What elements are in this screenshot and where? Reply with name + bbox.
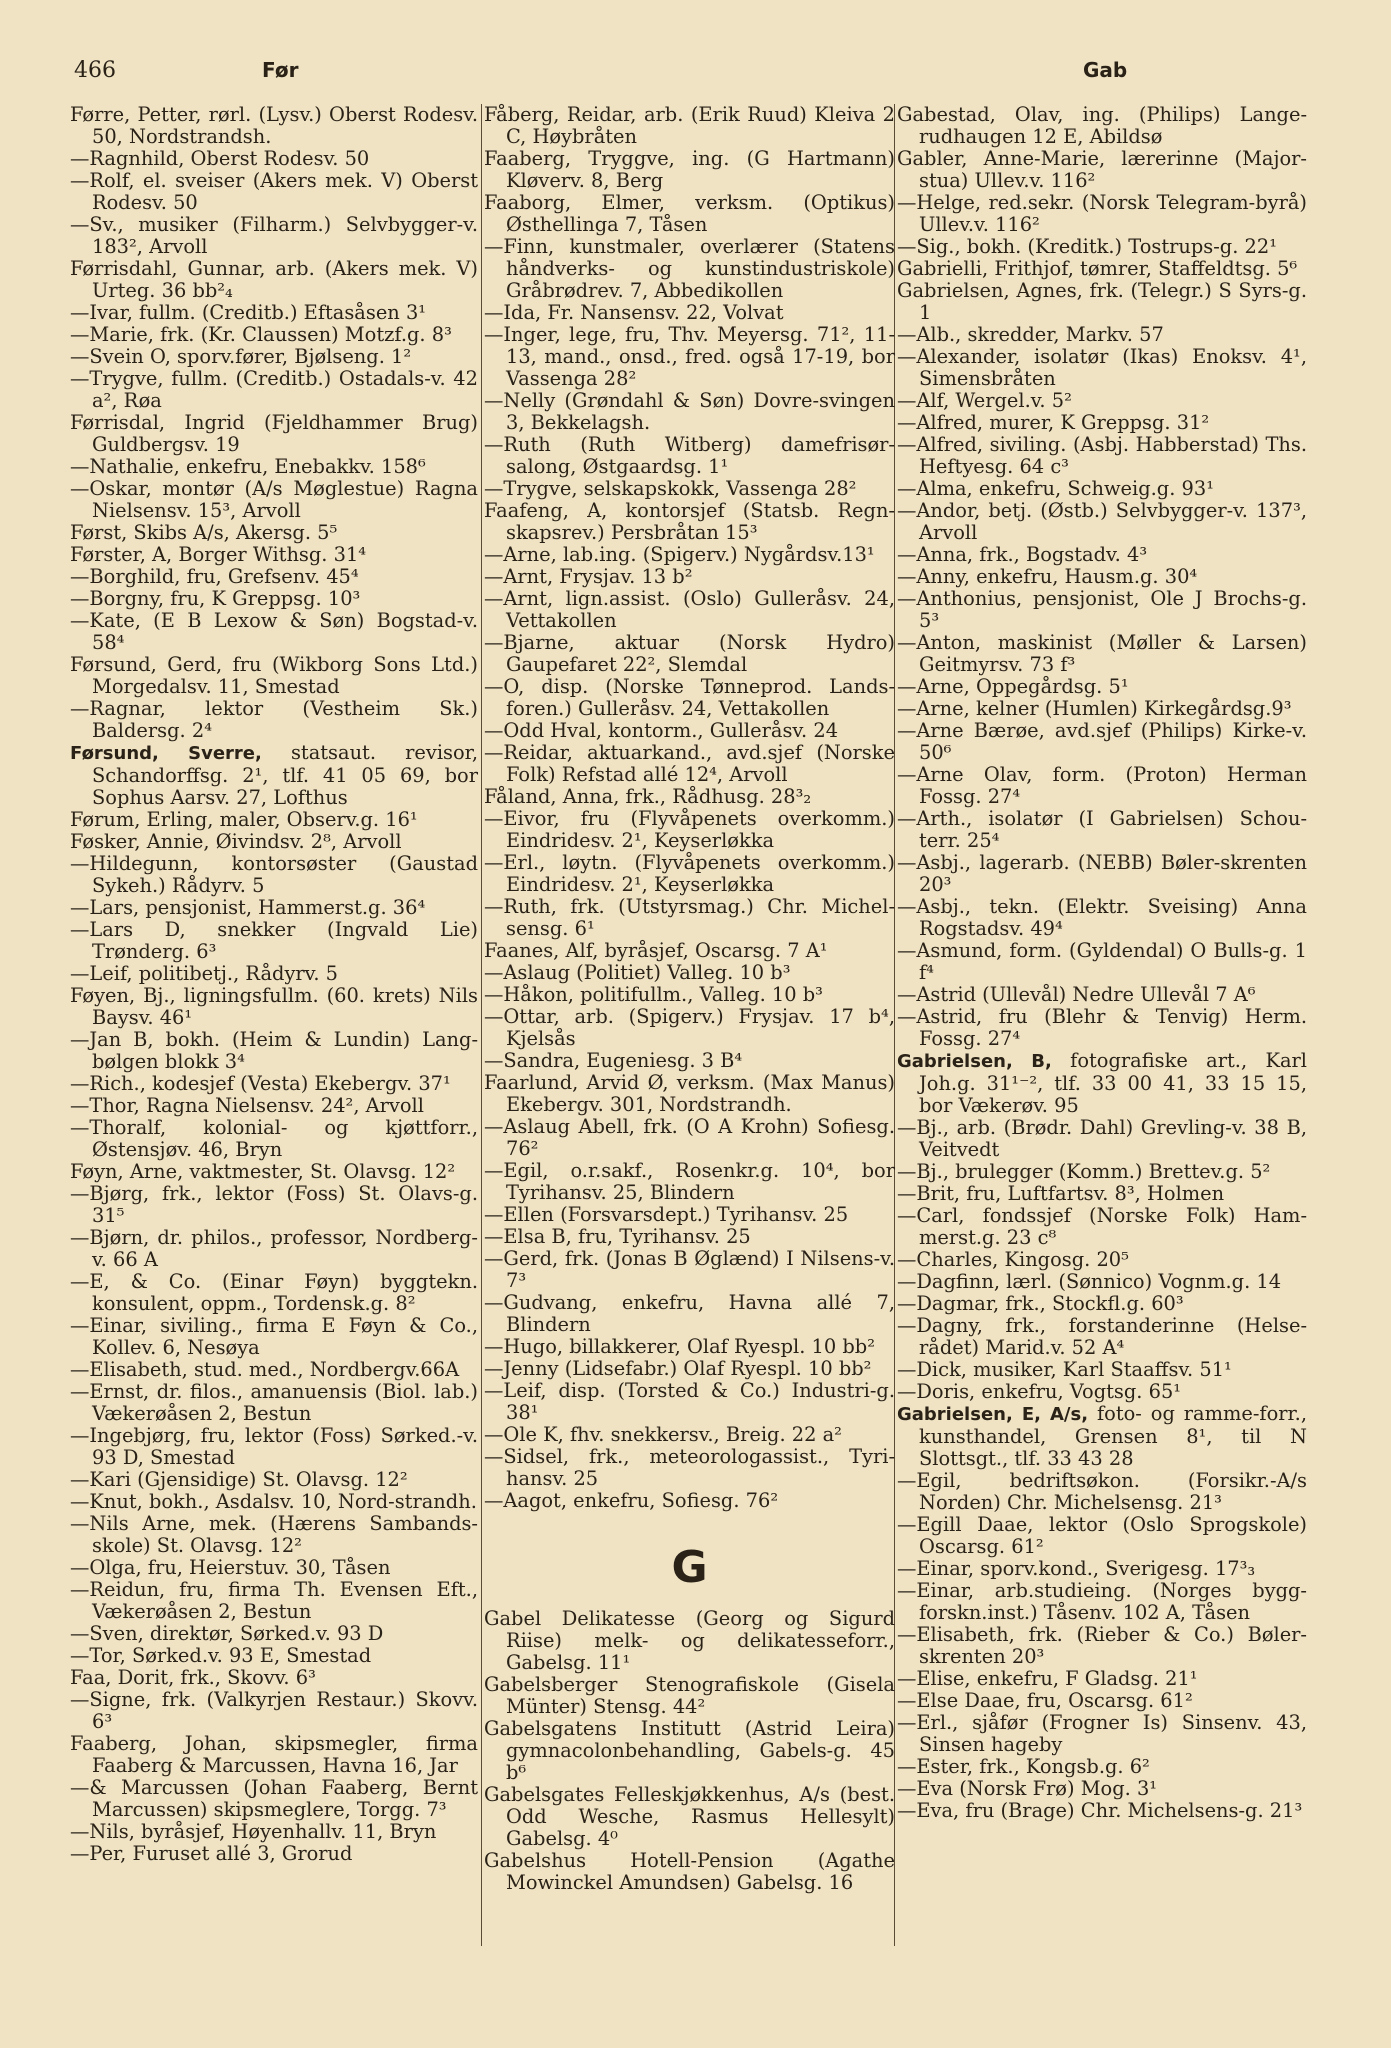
directory-entry-featured bbox=[897, 1403, 1307, 1470]
entry-name-bold: Gabrielsen, E, A/s, bbox=[897, 1404, 1089, 1425]
column-1 bbox=[70, 104, 478, 1865]
directory-entry: —Einar, siviling., firma E Føyn & Co., Kollev. 6, Nesøya bbox=[70, 1314, 478, 1359]
directory-entry: Først, Skibs A/s, Akersg. 5⁵ bbox=[70, 521, 338, 544]
directory-entry: —Finn, kunstmaler, overlærer (Statens håndverks- og kunstindustriskole) Gråbrødrev. 7, Abbedikollen bbox=[484, 235, 895, 302]
directory-entry: —Aslaug (Politiet) Valleg. 10 b³ bbox=[484, 961, 791, 984]
directory-entry: —Rolf, el. sveiser (Akers mek. V) Oberst Rodesv. 50 bbox=[70, 169, 478, 214]
directory-entry: —Brit, fru, Luftfartsv. 8³, Holmen bbox=[897, 1182, 1225, 1205]
directory-entry: —O, disp. (Norske Tønneprod. Lands-foren.) Gulleråsv. 24, Vettakollen bbox=[484, 675, 895, 720]
directory-entry: Gabel Delikatesse (Georg og Sigurd Riise) melk- og delikatesseforr., Gabelsg. 11¹ bbox=[484, 1607, 895, 1674]
directory-entry: —Jenny (Lidsefabr.) Olaf Ryespl. 10 bb² bbox=[484, 1357, 872, 1380]
directory-entry: —Reidar, aktuarkand., avd.sjef (Norske Folk) Refstad allé 12⁴, Arvoll bbox=[484, 741, 895, 786]
page-number: 466 bbox=[74, 58, 116, 83]
directory-entry: —Håkon, politifullm., Valleg. 10 b³ bbox=[484, 983, 823, 1006]
directory-entry: —Anthonius, pensjonist, Ole J Brochs-g. 5³ bbox=[897, 587, 1307, 632]
directory-entry: Førrisdahl, Gunnar, arb. (Akers mek. V) Urteg. 36 bb²₄ bbox=[70, 257, 478, 302]
directory-entry: —Ester, frk., Kongsb.g. 6² bbox=[897, 1755, 1150, 1778]
directory-entry: —Astrid, fru (Blehr & Tenvig) Herm. Fossg. 27⁴ bbox=[897, 1005, 1307, 1050]
entry-details: fotografiske art., Karl Joh.g. 31¹⁻², tlf. 33 00 41, 33 15 15, bor Vækerøv. 95 bbox=[919, 1049, 1307, 1117]
directory-entry: —Per, Furuset allé 3, Grorud bbox=[70, 1842, 353, 1865]
directory-entry: —Ragnhild, Oberst Rodesv. 50 bbox=[70, 147, 370, 170]
directory-entry: —Hugo, billakkerer, Olaf Ryespl. 10 bb² bbox=[484, 1335, 875, 1358]
directory-entry: —Hildegunn, kontorsøster (Gaustad Sykeh.) Rådyrv. 5 bbox=[70, 852, 478, 897]
directory-entry: —Arne, Oppegårdsg. 5¹ bbox=[897, 675, 1129, 698]
directory-entry: Gabler, Anne-Marie, lærerinne (Major-stua) Ullev.v. 116² bbox=[897, 147, 1307, 192]
directory-entry: —Arne Bærøe, avd.sjef (Philips) Kirke-v. 50⁶ bbox=[897, 719, 1307, 764]
directory-entry: —Sig., bokh. (Kreditk.) Tostrups-g. 22¹ bbox=[897, 235, 1277, 258]
directory-entry: —Svein O, sporv.fører, Bjølseng. 1² bbox=[70, 345, 412, 368]
directory-entry: —Tor, Sørked.v. 93 E, Smestad bbox=[70, 1644, 372, 1667]
directory-entry: —Reidun, fru, firma Th. Evensen Eft., Vækerøåsen 2, Bestun bbox=[70, 1578, 478, 1623]
directory-entry: —Eivor, fru (Flyvåpenets overkomm.) Eindridesv. 2¹, Keyserløkka bbox=[484, 807, 895, 852]
directory-entry: —Lars, pensjonist, Hammerst.g. 36⁴ bbox=[70, 896, 426, 919]
directory-entry: —Ingebjørg, fru, lektor (Foss) Sørked.-v. 93 D, Smestad bbox=[70, 1424, 478, 1469]
directory-entry: Gabelshus Hotell-Pension (Agathe Mowinckel Amundsen) Gabelsg. 16 bbox=[484, 1849, 895, 1894]
directory-entry: —Sv., musiker (Filharm.) Selvbygger-v. 183², Arvoll bbox=[70, 213, 478, 258]
running-head-right: Gab bbox=[1083, 58, 1128, 82]
directory-entry: —Signe, frk. (Valkyrjen Restaur.) Skovv. 6³ bbox=[70, 1688, 478, 1733]
directory-entry: —Anny, enkefru, Hausm.g. 30⁴ bbox=[897, 565, 1198, 588]
directory-entry: —& Marcussen (Johan Faaberg, Bernt Marcussen) skipsmeglere, Torgg. 7³ bbox=[70, 1776, 478, 1821]
directory-entry: Førrisdal, Ingrid (Fjeldhammer Brug) Guldbergsv. 19 bbox=[70, 411, 478, 456]
directory-entry: —Arth., isolatør (I Gabrielsen) Schou-terr. 25⁴ bbox=[897, 807, 1307, 852]
running-head-left: Før bbox=[262, 58, 299, 82]
directory-entry: Føsker, Annie, Øivindsv. 2⁸, Arvoll bbox=[70, 830, 402, 853]
directory-entry: —Erl., løytn. (Flyvåpenets overkomm.) Eindridesv. 2¹, Keyserløkka bbox=[484, 851, 895, 896]
directory-entry: —Elisabeth, frk. (Rieber & Co.) Bøler-skrenten 20³ bbox=[897, 1623, 1307, 1668]
directory-entry: Gabelsgatens Institutt (Astrid Leira) gymnacolonbehandling, Gabels-g. 45 b⁶ bbox=[484, 1717, 895, 1784]
directory-entry: —Erl., sjåfør (Frogner Is) Sinsenv. 43, Sinsen hageby bbox=[897, 1711, 1307, 1756]
directory-entry: —Kate, (E B Lexow & Søn) Bogstad-v. 58⁴ bbox=[70, 609, 478, 654]
directory-entry: —Elsa B, fru, Tyrihansv. 25 bbox=[484, 1225, 751, 1248]
directory-entry: —Rich., kodesjef (Vesta) Ekebergv. 37¹ bbox=[70, 1072, 451, 1095]
directory-entry: —Charles, Kingosg. 20⁵ bbox=[897, 1248, 1129, 1271]
directory-entry: —Alma, enkefru, Schweig.g. 93¹ bbox=[897, 477, 1214, 500]
directory-entry: —Leif, politibetj., Rådyrv. 5 bbox=[70, 962, 338, 985]
directory-entry: Faafeng, A, kontorsjef (Statsb. Regn-skapsrev.) Persbråtan 15³ bbox=[484, 499, 895, 544]
directory-entry: —Dagny, frk., forstanderinne (Helse-rådet) Marid.v. 52 A⁴ bbox=[897, 1314, 1307, 1359]
directory-entry: —Alf, Wergel.v. 5² bbox=[897, 389, 1072, 412]
directory-entry: —Leif, disp. (Torsted & Co.) Industri-g. 38¹ bbox=[484, 1379, 895, 1424]
directory-entry: —Ole K, fhv. snekkersv., Breig. 22 a² bbox=[484, 1423, 842, 1446]
entry-name-bold: Førsund, Sverre, bbox=[70, 743, 262, 764]
directory-entry: —Carl, fondssjef (Norske Folk) Ham-merst.g. 23 c⁸ bbox=[897, 1204, 1307, 1249]
directory-entry: —Trygve, fullm. (Creditb.) Ostadals-v. 42 a², Røa bbox=[70, 367, 478, 412]
directory-entry: —Odd Hval, kontorm., Gulleråsv. 24 bbox=[484, 719, 839, 742]
directory-entry: —Gudvang, enkefru, Havna allé 7, Blindern bbox=[484, 1291, 895, 1336]
directory-entry: —Asbj., tekn. (Elektr. Sveising) Anna Rogstadsv. 49⁴ bbox=[897, 895, 1307, 940]
directory-entry: —Thoralf, kolonial- og kjøttforr., Østensjøv. 46, Bryn bbox=[70, 1116, 478, 1161]
directory-entry: —Alexander, isolatør (Ikas) Enoksv. 4¹, Simensbråten bbox=[897, 345, 1307, 390]
directory-entry: Faaberg, Johan, skipsmegler, firma Faaberg & Marcussen, Havna 16, Jar bbox=[70, 1732, 478, 1777]
directory-entry: Fåland, Anna, frk., Rådhusg. 28³₂ bbox=[484, 785, 812, 808]
directory-entry: —Eva (Norsk Frø) Mog. 3¹ bbox=[897, 1777, 1158, 1800]
column-2 bbox=[484, 104, 895, 1894]
directory-entry: —Nathalie, enkefru, Enebakkv. 158⁶ bbox=[70, 455, 426, 478]
directory-entry: —Bjørn, dr. philos., professor, Nordberg-v. 66 A bbox=[70, 1226, 478, 1271]
directory-entry: —Olga, fru, Heierstuv. 30, Tåsen bbox=[70, 1556, 391, 1579]
directory-entry: Gabestad, Olav, ing. (Philips) Lange-rudhaugen 12 E, Abildsø bbox=[897, 103, 1307, 148]
directory-entry: —Trygve, selskapskokk, Vassenga 28² bbox=[484, 477, 857, 500]
directory-entry: —Else Daae, fru, Oscarsg. 61² bbox=[897, 1689, 1193, 1712]
directory-entry: —Ruth (Ruth Witberg) damefrisør-salong, Østgaardsg. 1¹ bbox=[484, 433, 895, 478]
directory-entry: —Gerd, frk. (Jonas B Øglænd) I Nilsens-v. 7³ bbox=[484, 1247, 895, 1292]
directory-entry: —E, & Co. (Einar Føyn) byggtekn. konsulent, oppm., Tordensk.g. 8² bbox=[70, 1270, 478, 1315]
directory-entry: Faanes, Alf, byråsjef, Oscarsg. 7 A¹ bbox=[484, 939, 828, 962]
column-3 bbox=[897, 104, 1307, 1822]
directory-entry: —Egill Daae, lektor (Oslo Sprogskole) Oscarsg. 61² bbox=[897, 1513, 1307, 1558]
directory-entry: —Ida, Fr. Nansensv. 22, Volvat bbox=[484, 301, 784, 324]
directory-entry: —Marie, frk. (Kr. Claussen) Motzf.g. 8³ bbox=[70, 323, 452, 346]
directory-entry: —Borgny, fru, K Greppsg. 10³ bbox=[70, 587, 361, 610]
directory-entry: —Borghild, fru, Grefsenv. 45⁴ bbox=[70, 565, 359, 588]
directory-entry: —Egil, bedriftsøkon. (Forsikr.-A/s Norden) Chr. Michelsensg. 21³ bbox=[897, 1469, 1307, 1514]
directory-entry: Førre, Petter, rørl. (Lysv.) Oberst Rodesv. 50, Nordstrandsh. bbox=[70, 103, 478, 148]
entry-details: statsaut. revisor, Schandorffsg. 2¹, tlf. 41 05 69, bor Sophus Aarsv. 27, Lofthus bbox=[92, 741, 478, 809]
directory-entry: Faaberg, Tryggve, ing. (G Hartmann) Kløverv. 8, Berg bbox=[484, 147, 895, 192]
directory-entry: Fåberg, Reidar, arb. (Erik Ruud) Kleiva 2 C, Høybråten bbox=[484, 103, 895, 148]
directory-entry: —Ernst, dr. filos., amanuensis (Biol. lab.) Vækerøåsen 2, Bestun bbox=[70, 1380, 478, 1425]
directory-entry: —Helge, red.sekr. (Norsk Telegram-byrå) Ullev.v. 116² bbox=[897, 191, 1307, 236]
directory-entry: —Lars D, snekker (Ingvald Lie) Trønderg. 6³ bbox=[70, 918, 478, 963]
directory-entry: Førsund, Gerd, fru (Wikborg Sons Ltd.) Morgedalsv. 11, Smestad bbox=[70, 653, 478, 698]
directory-entry: —Oskar, montør (A/s Møglestue) Ragna Nielsensv. 15³, Arvoll bbox=[70, 477, 478, 522]
directory-entry: —Alfred, murer, K Greppsg. 31² bbox=[897, 411, 1210, 434]
directory-entry: —Alb., skredder, Markv. 57 bbox=[897, 323, 1164, 346]
entry-details: foto- og ramme-forr., kunsthandel, Grensen 8¹, til N Slottsgt., tlf. 33 43 28 bbox=[919, 1402, 1308, 1470]
section-letter: G bbox=[671, 1542, 708, 1593]
directory-entry: —Ottar, arb. (Spigerv.) Frysjav. 17 b⁴, Kjelsås bbox=[484, 1005, 895, 1050]
directory-entry: Føyn, Arne, vaktmester, St. Olavsg. 12² bbox=[70, 1160, 456, 1183]
directory-entry: —Andor, betj. (Østb.) Selvbygger-v. 137³, Arvoll bbox=[897, 499, 1307, 544]
directory-entry: Føyen, Bj., ligningsfullm. (60. krets) Nils Baysv. 46¹ bbox=[70, 984, 478, 1029]
directory-entry: —Astrid (Ullevål) Nedre Ullevål 7 A⁶ bbox=[897, 983, 1256, 1006]
directory-entry: —Thor, Ragna Nielsensv. 24², Arvoll bbox=[70, 1094, 424, 1117]
directory-entry: —Jan B, bokh. (Heim & Lundin) Lang-bølgen blokk 3⁴ bbox=[70, 1028, 478, 1073]
entry-name-bold: Gabrielsen, B, bbox=[897, 1051, 1052, 1072]
directory-entry: Faa, Dorit, frk., Skovv. 6³ bbox=[70, 1666, 316, 1689]
directory-entry: —Asmund, form. (Gyldendal) O Bulls-g. 1 f⁴ bbox=[897, 939, 1307, 984]
directory-entry: —Anton, maskinist (Møller & Larsen) Geitmyrsv. 73 f³ bbox=[897, 631, 1307, 676]
directory-entry: Faaborg, Elmer, verksm. (Optikus) Østhellinga 7, Tåsen bbox=[484, 191, 895, 236]
directory-entry-featured bbox=[897, 1050, 1307, 1117]
directory-entry: —Bjarne, aktuar (Norsk Hydro) Gaupefaret 22², Slemdal bbox=[484, 631, 895, 676]
directory-entry: —Inger, lege, fru, Thv. Meyersg. 71², 11-13, mand., onsd., fred. også 17-19, bor Vassenga 28² bbox=[484, 323, 895, 390]
directory-entry: —Nils, byråsjef, Høyenhallv. 11, Bryn bbox=[70, 1820, 437, 1843]
directory-entry: Gabrielsen, Agnes, frk. (Telegr.) S Syrs-g. 1 bbox=[897, 279, 1307, 324]
directory-entry: —Aslaug Abell, frk. (O A Krohn) Sofiesg. 76² bbox=[484, 1115, 895, 1160]
directory-entry: —Bj., arb. (Brødr. Dahl) Grevling-v. 38 B, Veitvedt bbox=[897, 1116, 1307, 1161]
directory-entry-featured bbox=[70, 742, 478, 809]
directory-entry: —Arnt, Frysjav. 13 b² bbox=[484, 565, 693, 588]
directory-entry: —Ellen (Forsvarsdept.) Tyrihansv. 25 bbox=[484, 1203, 849, 1226]
directory-entry: —Ragnar, lektor (Vestheim Sk.) Baldersg. 2⁴ bbox=[70, 697, 478, 742]
directory-entry: Gabelsberger Stenografiskole (Gisela Münter) Stensg. 44² bbox=[484, 1673, 895, 1718]
directory-entry: —Dagfinn, lærl. (Sønnico) Vognm.g. 14 bbox=[897, 1270, 1282, 1293]
directory-entry: —Sandra, Eugeniesg. 3 B⁴ bbox=[484, 1049, 743, 1072]
directory-entry: Førum, Erling, maler, Observ.g. 16¹ bbox=[70, 808, 418, 831]
column-divider bbox=[481, 104, 482, 1946]
directory-entry: —Aagot, enkefru, Sofiesg. 76² bbox=[484, 1489, 779, 1512]
directory-entry: Førster, A, Borger Withsg. 31⁴ bbox=[70, 543, 367, 566]
directory-entry: —Dagmar, frk., Stockfl.g. 60³ bbox=[897, 1292, 1184, 1315]
directory-entry: —Einar, sporv.kond., Sverigesg. 17³₃ bbox=[897, 1557, 1256, 1580]
directory-entry: —Ivar, fullm. (Creditb.) Eftasåsen 3¹ bbox=[70, 301, 427, 324]
directory-entry: —Kari (Gjensidige) St. Olavsg. 12² bbox=[70, 1468, 408, 1491]
directory-entry: —Knut, bokh., Asdalsv. 10, Nord-strandh. bbox=[70, 1490, 477, 1513]
directory-entry: —Dick, musiker, Karl Staaffsv. 51¹ bbox=[897, 1358, 1232, 1381]
directory-entry: —Arne, lab.ing. (Spigerv.) Nygårdsv.13¹ bbox=[484, 543, 875, 566]
directory-entry: —Alfred, siviling. (Asbj. Habberstad) Ths. Heftyesg. 64 c³ bbox=[897, 433, 1307, 478]
directory-entry: —Bjørg, frk., lektor (Foss) St. Olavs-g. 31⁵ bbox=[70, 1182, 478, 1227]
directory-entry: —Doris, enkefru, Vogtsg. 65¹ bbox=[897, 1380, 1182, 1403]
directory-entry: —Einar, arb.studieing. (Norges bygg-forskn.inst.) Tåsenv. 102 A, Tåsen bbox=[897, 1579, 1307, 1624]
directory-entry: —Elise, enkefru, F Gladsg. 21¹ bbox=[897, 1667, 1198, 1690]
directory-entry: —Eva, fru (Brage) Chr. Michelsens-g. 21³ bbox=[897, 1799, 1303, 1822]
directory-entry: Gabrielli, Frithjof, tømrer, Staffeldtsg. 5⁶ bbox=[897, 257, 1298, 280]
directory-entry: —Anna, frk., Bogstadv. 4³ bbox=[897, 543, 1148, 566]
directory-entry: Faarlund, Arvid Ø, verksm. (Max Manus) Ekebergv. 301, Nordstrandh. bbox=[484, 1071, 895, 1116]
directory-entry: —Asbj., lagerarb. (NEBB) Bøler-skrenten 20³ bbox=[897, 851, 1307, 896]
directory-entry: —Egil, o.r.sakf., Rosenkr.g. 10⁴, bor Tyrihansv. 25, Blindern bbox=[484, 1159, 895, 1204]
directory-entry: —Nils Arne, mek. (Hærens Sambands-skole) St. Olavsg. 12² bbox=[70, 1512, 478, 1557]
directory-entry: —Arne, kelner (Humlen) Kirkegårdsg.9³ bbox=[897, 697, 1292, 720]
directory-entry: —Ruth, frk. (Utstyrsmag.) Chr. Michel-sensg. 6¹ bbox=[484, 895, 895, 940]
directory-entry: —Arne Olav, form. (Proton) Herman Fossg. 27⁴ bbox=[897, 763, 1307, 808]
directory-entry: Gabelsgates Felleskjøkkenhus, A/s (best. Odd Wesche, Rasmus Hellesylt) Gabelsg. 4⁰ bbox=[484, 1783, 895, 1850]
directory-entry: —Elisabeth, stud. med., Nordbergv.66A bbox=[70, 1358, 460, 1381]
directory-entry: —Nelly (Grøndahl & Søn) Dovre-svingen 3, Bekkelagsh. bbox=[484, 389, 895, 434]
directory-entry: —Sven, direktør, Sørked.v. 93 D bbox=[70, 1622, 384, 1645]
directory-entry: —Bj., brulegger (Komm.) Brettev.g. 5² bbox=[897, 1160, 1271, 1183]
directory-entry: —Arnt, lign.assist. (Oslo) Gulleråsv. 24, Vettakollen bbox=[484, 587, 895, 632]
directory-entry: —Sidsel, frk., meteorologassist., Tyri-hansv. 25 bbox=[484, 1445, 895, 1490]
